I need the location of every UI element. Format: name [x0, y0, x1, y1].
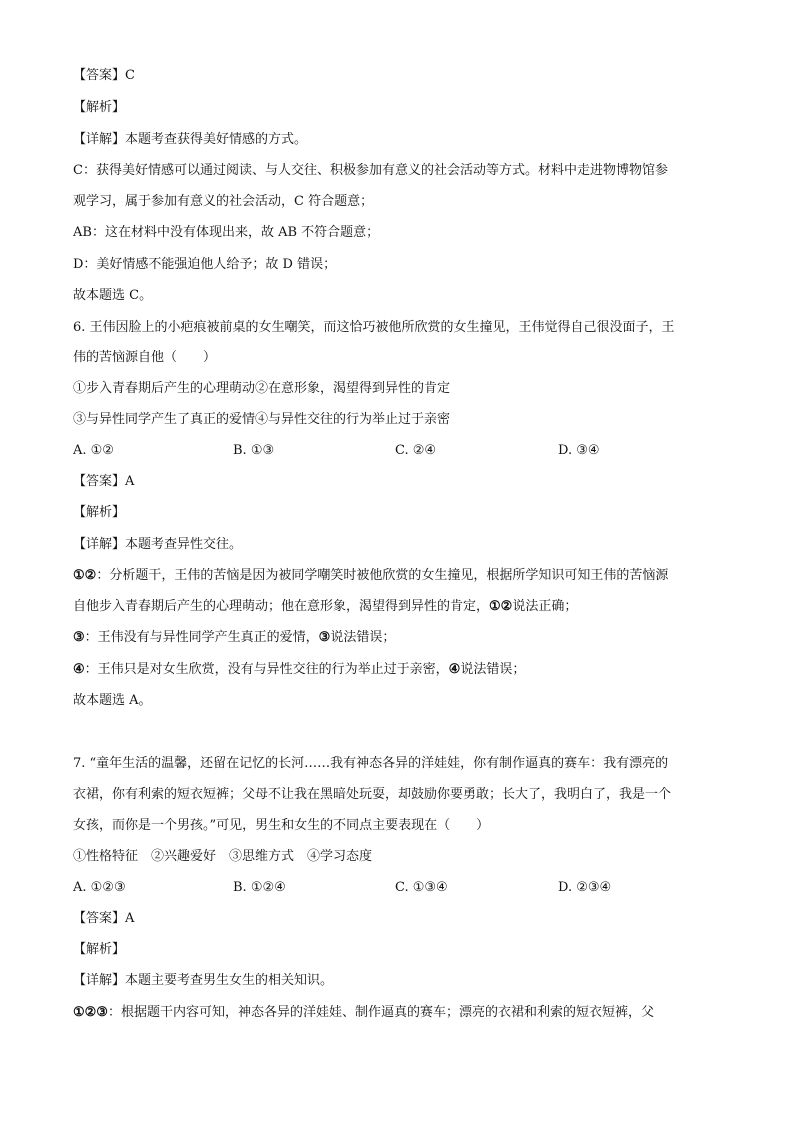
q7-detail: 【详解】本题主要考查男生女生的相关知识。 [73, 973, 334, 988]
q7-stem-line2: 衣裙，你有利索的短衣短裤；父母不让我在黑暗处玩耍，却鼓励你要勇敢；长大了，我明白了，我是一个 [73, 787, 672, 802]
q7-option-b: B. ①②④ [233, 880, 286, 895]
q6-statements-line2: ③与异性同学产生了真正的爱情④与异性交往的行为举止过于亲密 [73, 412, 451, 427]
q5-answer: 【答案】C [73, 68, 135, 83]
q6-explanation-3: ③：王伟没有与异性同学产生真正的爱情，③说法错误； [73, 630, 396, 645]
q6-explanation-4-label: ④ [73, 662, 85, 677]
q5-explanation-d: D：美好情感不能强迫他人给予；故 D 错误； [73, 257, 337, 272]
q7-explanation-123: ①②③：根据题干内容可知，神态各异的洋娃娃、制作逼真的赛车；漂亮的衣裙和利索的短衣短裤，父 [73, 1005, 654, 1020]
q6-option-a: A. ①② [73, 443, 114, 458]
q5-conclusion: 故本题选 C。 [73, 288, 153, 303]
q6-conclusion: 故本题选 A。 [73, 693, 152, 708]
q5-detail: 【详解】本题考查获得美好情感的方式。 [73, 132, 308, 147]
q6-analysis-label: 【解析】 [73, 505, 126, 520]
q5-analysis-label: 【解析】 [73, 100, 126, 115]
q6-detail: 【详解】本题考查异性交往。 [73, 537, 243, 552]
q6-stem-line1: 6. 王伟因脸上的小疤痕被前桌的女生嘲笑，而这恰巧被他所欣赏的女生撞见，王伟觉得自己很没面子，王 [73, 320, 675, 335]
q7-option-a: A. ①②③ [73, 880, 126, 895]
q5-explanation-ab: AB：这在材料中没有体现出来，故 AB 不符合题意； [73, 225, 380, 240]
q7-explanation-123-label: ①②③ [73, 1005, 108, 1020]
q6-explanation-12-label: ①② [73, 568, 97, 583]
q7-answer: 【答案】A [73, 911, 135, 926]
q6-answer: 【答案】A [73, 474, 135, 489]
q6-explanation-12-line1: ①②：分析题干，王伟的苦恼是因为被同学嘲笑时被他欣赏的女生撞见，根据所学知识可知王伟的苦恼源 [73, 568, 669, 583]
q6-explanation-4: ④：王伟只是对女生欣赏，没有与异性交往的行为举止过于亲密，④说法错误； [73, 662, 526, 677]
q7-stem-line1: 7. “童年生活的温馨，还留在记忆的长河……我有神态各异的洋娃娃，你有制作逼真的赛车：我有漂亮的 [73, 756, 669, 771]
q6-explanation-3-label: ③ [73, 630, 85, 645]
q7-statements: ①性格特征 ②兴趣爱好 ③思维方式 ④学习态度 [73, 849, 373, 864]
q6-option-d: D. ③④ [558, 443, 600, 458]
q6-statements-line1: ①步入青春期后产生的心理萌动②在意形象，渴望得到异性的肯定 [73, 381, 451, 396]
q5-explanation-c-line2: 观学习，属于参加有意义的社会活动，C 符合题意； [73, 194, 374, 209]
q6-explanation-12-line2: 自他步入青春期后产生的心理萌动；他在意形象，渴望得到异性的肯定，①②说法正确； [73, 599, 578, 614]
q7-option-c: C. ①③④ [395, 880, 448, 895]
q6-option-b: B. ①③ [233, 443, 275, 458]
q6-option-c: C. ②④ [395, 443, 437, 458]
q7-analysis-label: 【解析】 [73, 942, 126, 957]
q5-explanation-c-line1: C：获得美好情感可以通过阅读、与人交往、积极参加有意义的社会活动等方式。材料中走进物博物馆参 [73, 163, 668, 178]
q7-stem-line3: 女孩，而你是一个男孩。”可见，男生和女生的不同点主要表现在（ ） [73, 818, 490, 833]
q6-stem-line2: 伟的苦恼源自他（ ） [73, 350, 217, 365]
q7-option-d: D. ②③④ [558, 880, 612, 895]
